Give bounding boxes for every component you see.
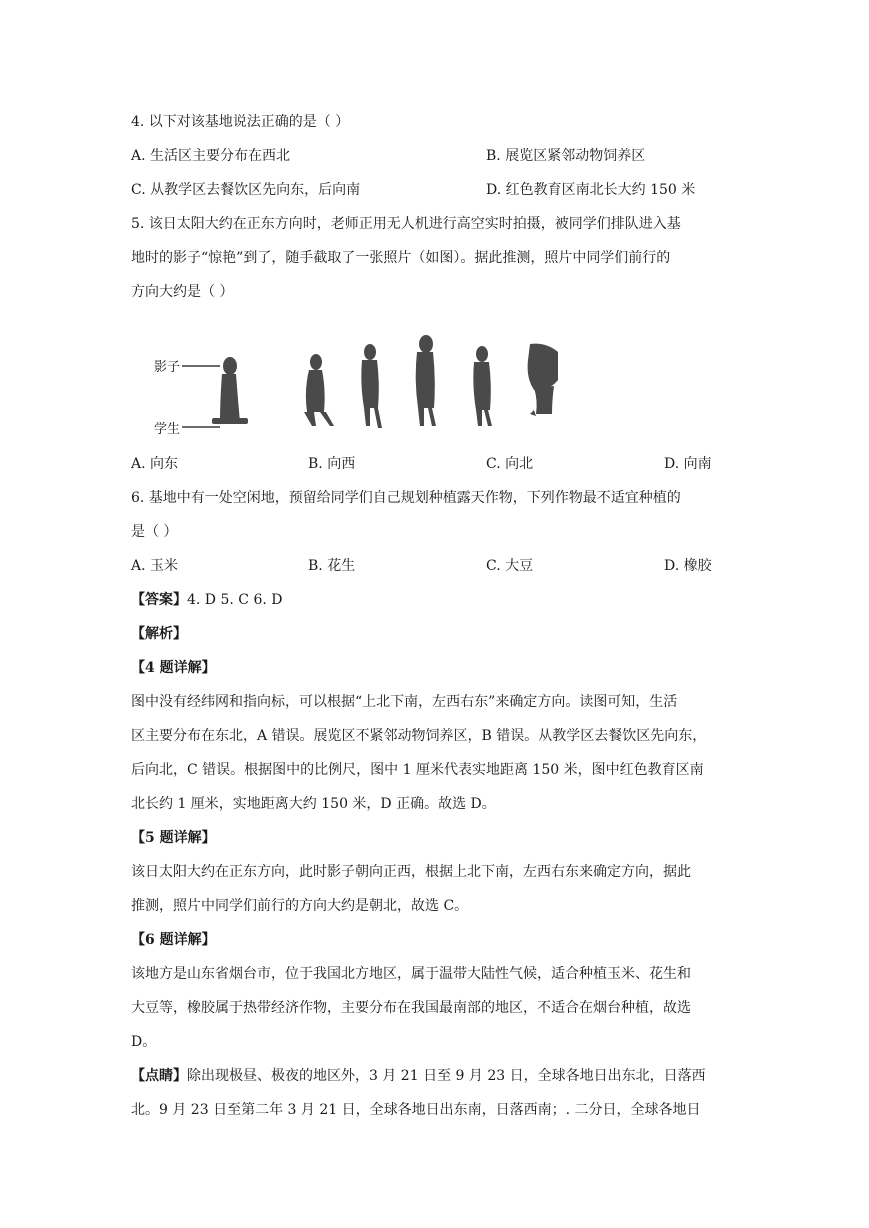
detail6-line-1: 该地方是山东省烟台市，位于我国北方地区，属于温带大陆性气候，适合种植玉米、花生和 bbox=[131, 966, 691, 982]
answer-text: 4. D 5. C 6. D bbox=[187, 592, 283, 608]
detail4-label: 【4 题详解】 bbox=[131, 660, 216, 676]
detail4-line-2: 区主要分布在东北，A 错误。展览区不紧邻动物饲养区，B 错误。从教学区去餐饮区先向东， bbox=[131, 728, 707, 744]
detail6-label: 【6 题详解】 bbox=[131, 932, 216, 948]
tip-text-1: 除出现极昼、极夜的地区外，3 月 21 日至 9 月 23 日，全球各地日出东北，日落西 bbox=[187, 1068, 706, 1084]
detail5-label: 【5 题详解】 bbox=[131, 830, 216, 846]
q6-option-a: A. 玉米 bbox=[131, 558, 179, 574]
shadow-figure-4 bbox=[416, 335, 436, 426]
q4-option-d: D. 红色教育区南北长大约 150 米 bbox=[486, 182, 696, 198]
q5-option-a: A. 向东 bbox=[131, 456, 179, 472]
answer-line bbox=[131, 590, 282, 610]
shadow-photo bbox=[154, 330, 564, 440]
detail5-line-1: 该日太阳大约在正东方向，此时影子朝向正西，根据上北下南，左西右东来确定方向，据此 bbox=[131, 864, 691, 880]
tip-line-1 bbox=[131, 1066, 706, 1086]
detail5-line-2: 推测，照片中同学们前行的方向大约是朝北，故选 C。 bbox=[131, 898, 469, 914]
answer-label: 【答案】 bbox=[131, 592, 187, 608]
tip-line-2: 北。9 月 23 日至第二年 3 月 21 日，全球各地日出东南，日落西南；. 二分日，全球各地日 bbox=[131, 1102, 701, 1118]
analysis-label: 【解析】 bbox=[131, 626, 187, 642]
figure-label-student: 学生 bbox=[154, 422, 181, 437]
shadow-photo-figure bbox=[154, 330, 564, 440]
shadow-figure-6 bbox=[528, 344, 558, 416]
q6-stem-line-1: 6. 基地中有一处空闲地，预留给同学们自己规划种植露天作物，下列作物最不适宜种植的 bbox=[131, 490, 681, 506]
detail4-line-4: 北长约 1 厘米，实地距离大约 150 米，D 正确。故选 D。 bbox=[131, 796, 496, 812]
figure-label-shadow: 影子 bbox=[154, 360, 181, 375]
shadow-figure-5 bbox=[473, 346, 492, 426]
detail6-line-2: 大豆等，橡胶属于热带经济作物，主要分布在我国最南部的地区，不适合在烟台种植，故选 bbox=[131, 1000, 691, 1016]
q5-option-b: B. 向西 bbox=[308, 456, 356, 472]
q5-stem-line-2: 地时的影子“惊艳”到了，随手截取了一张照片（如图）。据此推测，照片中同学们前行的 bbox=[131, 250, 671, 266]
q5-option-d: D. 向南 bbox=[664, 456, 712, 472]
tip-label: 【点睛】 bbox=[131, 1068, 187, 1084]
shadow-figure-3 bbox=[361, 344, 382, 428]
q6-stem-line-2: 是（ ） bbox=[131, 524, 178, 540]
q6-option-b: B. 花生 bbox=[308, 558, 356, 574]
q4-option-a: A. 生活区主要分布在西北 bbox=[131, 148, 291, 164]
detail4-line-1: 图中没有经纬网和指向标，可以根据“上北下南，左西右东”来确定方向。读图可知，生活 bbox=[131, 694, 678, 710]
q6-option-d: D. 橡胶 bbox=[664, 558, 712, 574]
q4-option-c: C. 从教学区去餐饮区先向东，后向南 bbox=[131, 182, 361, 198]
detail4-line-3: 后向北，C 错误。根据图中的比例尺，图中 1 厘米代表实地距离 150 米，图中红色教育区南 bbox=[131, 762, 704, 778]
q5-option-c: C. 向北 bbox=[486, 456, 534, 472]
q5-stem-line-1: 5. 该日太阳大约在正东方向时，老师正用无人机进行高空实时拍摄，被同学们排队进入基 bbox=[131, 216, 681, 232]
detail6-line-3: D。 bbox=[131, 1034, 157, 1050]
shadow-figure-1 bbox=[212, 357, 248, 424]
q4-option-b: B. 展览区紧邻动物饲养区 bbox=[486, 148, 646, 164]
q6-option-c: C. 大豆 bbox=[486, 558, 534, 574]
q5-stem-line-3: 方向大约是（ ） bbox=[131, 284, 234, 300]
q4-stem: 4. 以下对该基地说法正确的是（ ） bbox=[131, 114, 350, 130]
shadow-figure-2 bbox=[304, 354, 334, 426]
